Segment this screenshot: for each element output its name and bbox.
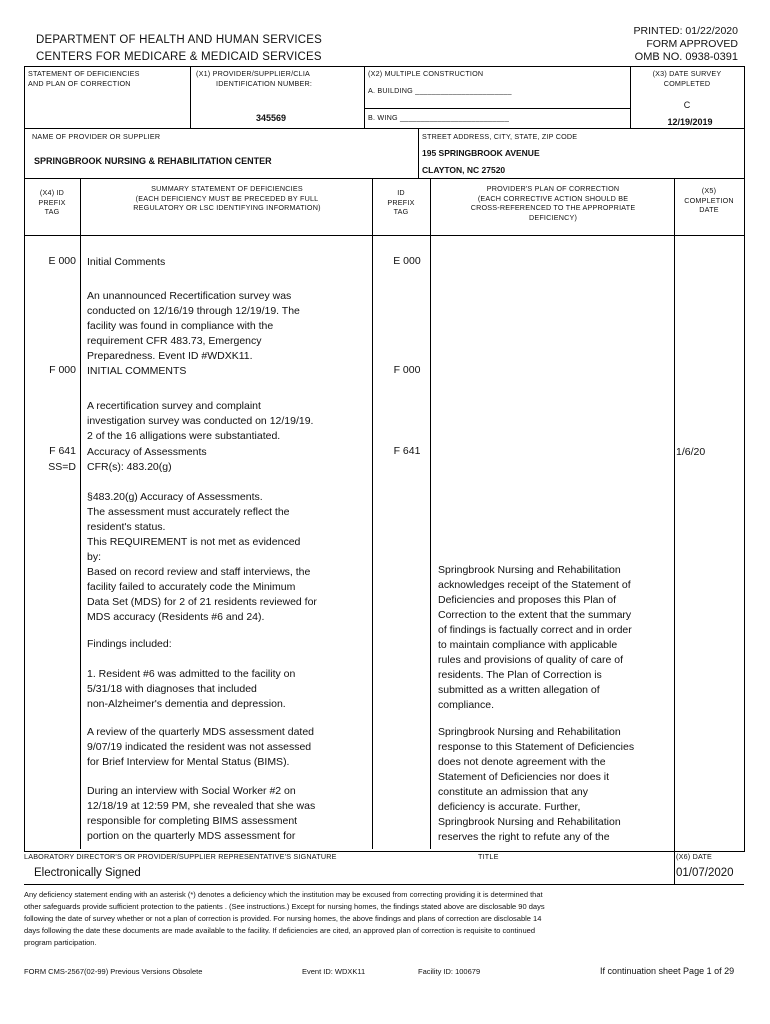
address-label: STREET ADDRESS, CITY, STATE, ZIP CODE: [422, 132, 578, 141]
plan-header: PROVIDER'S PLAN OF CORRECTION (EACH CORRECTIVE ACTION SHOULD BE CROSS-REFERENCED TO THE APPROPRIATE DEFICIENCY): [470, 184, 636, 222]
x3-label: (X3) DATE SURVEY COMPLETED: [652, 69, 722, 88]
findings-heading: Findings included:: [87, 638, 172, 650]
f641-tag: F 641: [49, 445, 76, 457]
signature-date: 01/07/2020: [676, 867, 734, 879]
plan-of-correction-2: Springbrook Nursing and Rehabilitation response to this Statement of Deficiencies does not denote agreement with the Statement of Deficiencies nor does it constitute an admission that any deficiency is accurate. Further, Springbrook Nursing and Rehabilitation reserves the right to refute any of the: [438, 726, 635, 843]
completion-header: (X5) COMPLETION DATE: [684, 186, 734, 214]
omb-number: OMB NO. 0938-0391: [634, 51, 738, 63]
survey-code: C: [683, 100, 691, 110]
id-prefix-header: ID PREFIX TAG: [387, 188, 415, 216]
provider-name: SPRINGBROOK NURSING & REHABILITATION CENTER: [34, 156, 272, 166]
e000-id: E 000: [393, 255, 421, 267]
wing-label: B. WING __________________________: [368, 113, 510, 122]
provider-label: NAME OF PROVIDER OR SUPPLIER: [32, 132, 161, 141]
f000-id: F 000: [393, 364, 421, 376]
printed-date: PRINTED: 01/22/2020: [633, 25, 738, 37]
e000-title: Initial Comments: [87, 256, 166, 268]
signature-label: LABORATORY DIRECTOR'S OR PROVIDER/SUPPLIER REPRESENTATIVE'S SIGNATURE: [24, 852, 337, 861]
address-line-2: CLAYTON, NC 27520: [422, 165, 506, 175]
e000-tag: E 000: [48, 255, 76, 267]
form-id: FORM CMS-2567(02-99) Previous Versions Obsolete: [24, 967, 203, 976]
finding-mds-review: A review of the quarterly MDS assessment dated 9/07/19 indicated the resident was not assessed for Brief Interview for Mental Status (BIMS).: [87, 726, 315, 768]
plan-of-correction-1: Springbrook Nursing and Rehabilitation acknowledges receipt of the Statement of Deficiencies and proposes this Plan of Correction to the extent that the summary of findings is factually correct and in order to maintain compliance with applicable rules and provisions of quality of care of residents. The Plan of Correction is submitted as a written allegation of compliance.: [438, 564, 632, 711]
finding-interview: During an interview with Social Worker #2 on 12/18/19 at 12:59 PM, she revealed that she was responsible for completing BIMS assessment portion on the quarterly MDS assessment for: [87, 785, 316, 842]
signature-value: Electronically Signed: [34, 867, 141, 879]
f000-tag: F 000: [49, 364, 76, 376]
header-right: [634, 25, 738, 64]
continuation-page: If continuation sheet Page 1 of 29: [600, 966, 735, 976]
f641-title: Accuracy of Assessments: [87, 446, 207, 458]
statement-label: STATEMENT OF DEFICIENCIES AND PLAN OF CORRECTION: [28, 69, 140, 88]
centers-title: CENTERS FOR MEDICARE & MEDICAID SERVICES: [36, 51, 322, 63]
department-title: DEPARTMENT OF HEALTH AND HUMAN SERVICES: [36, 34, 322, 46]
f000-title: INITIAL COMMENTS: [87, 365, 187, 377]
address-line-1: 195 SPRINGBROOK AVENUE: [422, 148, 540, 158]
event-id: Event ID: WDXK11: [302, 967, 366, 976]
e000-text: An unannounced Recertification survey was conducted on 12/16/19 through 12/19/19. The facility was found in compliance with the requirement CFR 483.73, Emergency Preparedness. Event ID #WDXK11.: [87, 290, 300, 362]
x1-label: (X1) PROVIDER/SUPPLIER/CLIA IDENTIFICATION NUMBER:: [196, 69, 313, 88]
x2-label: (X2) MULTIPLE CONSTRUCTION: [368, 69, 484, 78]
facility-id: Facility ID: 100679: [418, 967, 481, 976]
f641-completion-date: 1/6/20: [676, 446, 706, 458]
form-approved: FORM APPROVED: [646, 38, 738, 50]
f641-id: F 641: [393, 445, 421, 457]
f641-cfr: CFR(s): 483.20(g): [87, 461, 172, 473]
x4-id-header: (X4) ID PREFIX TAG: [38, 188, 66, 216]
f000-text: A recertification survey and complaint investigation survey was conducted on 12/19/19. 2 of the 16 alligations were substantiated.: [87, 400, 314, 442]
f641-requirement-text: §483.20(g) Accuracy of Assessments. The assessment must accurately reflect the resident's status. This REQUIREMENT is not met as evidenced by: Based on record review and staff interviews, the facility failed to accurately code the Minimum Data Set (MDS) for 2 of 21 residents reviewed for MDS accuracy (Residents #6 and 24).: [87, 491, 317, 623]
disclaimer-text: Any deficiency statement ending with an asterisk (*) denotes a deficiency which the institution may be excused from correcting providing it is determined that other safeguards provide sufficient protection to the patients . (See instructions.) Except for nursing homes, the findings stated above are disclosable 90 days following the date of survey whether or not a plan of correction is provided. For nursing homes, the above findings and plans of correction are disclosable 14 days following the date these documents are made available to the facility. If deficiencies are cited, an approved plan of correction is requisite to continued program participation.: [24, 890, 545, 947]
survey-date: 12/19/2019: [667, 117, 713, 127]
finding-resident-6: 1. Resident #6 was admitted to the facility on 5/31/18 with diagnoses that included non-Alzheimer's dementia and depression.: [87, 668, 296, 710]
x6-date-label: (X6) DATE: [676, 852, 713, 861]
provider-id-number: 345569: [256, 113, 287, 123]
title-label: TITLE: [478, 852, 499, 861]
summary-header: SUMMARY STATEMENT OF DEFICIENCIES (EACH DEFICIENCY MUST BE PRECEDED BY FULL REGULATORY OR LSC IDENTIFYING INFORMATION): [133, 184, 321, 212]
f641-scope-severity: SS=D: [48, 461, 76, 473]
building-label: A. BUILDING _______________________: [368, 86, 512, 95]
